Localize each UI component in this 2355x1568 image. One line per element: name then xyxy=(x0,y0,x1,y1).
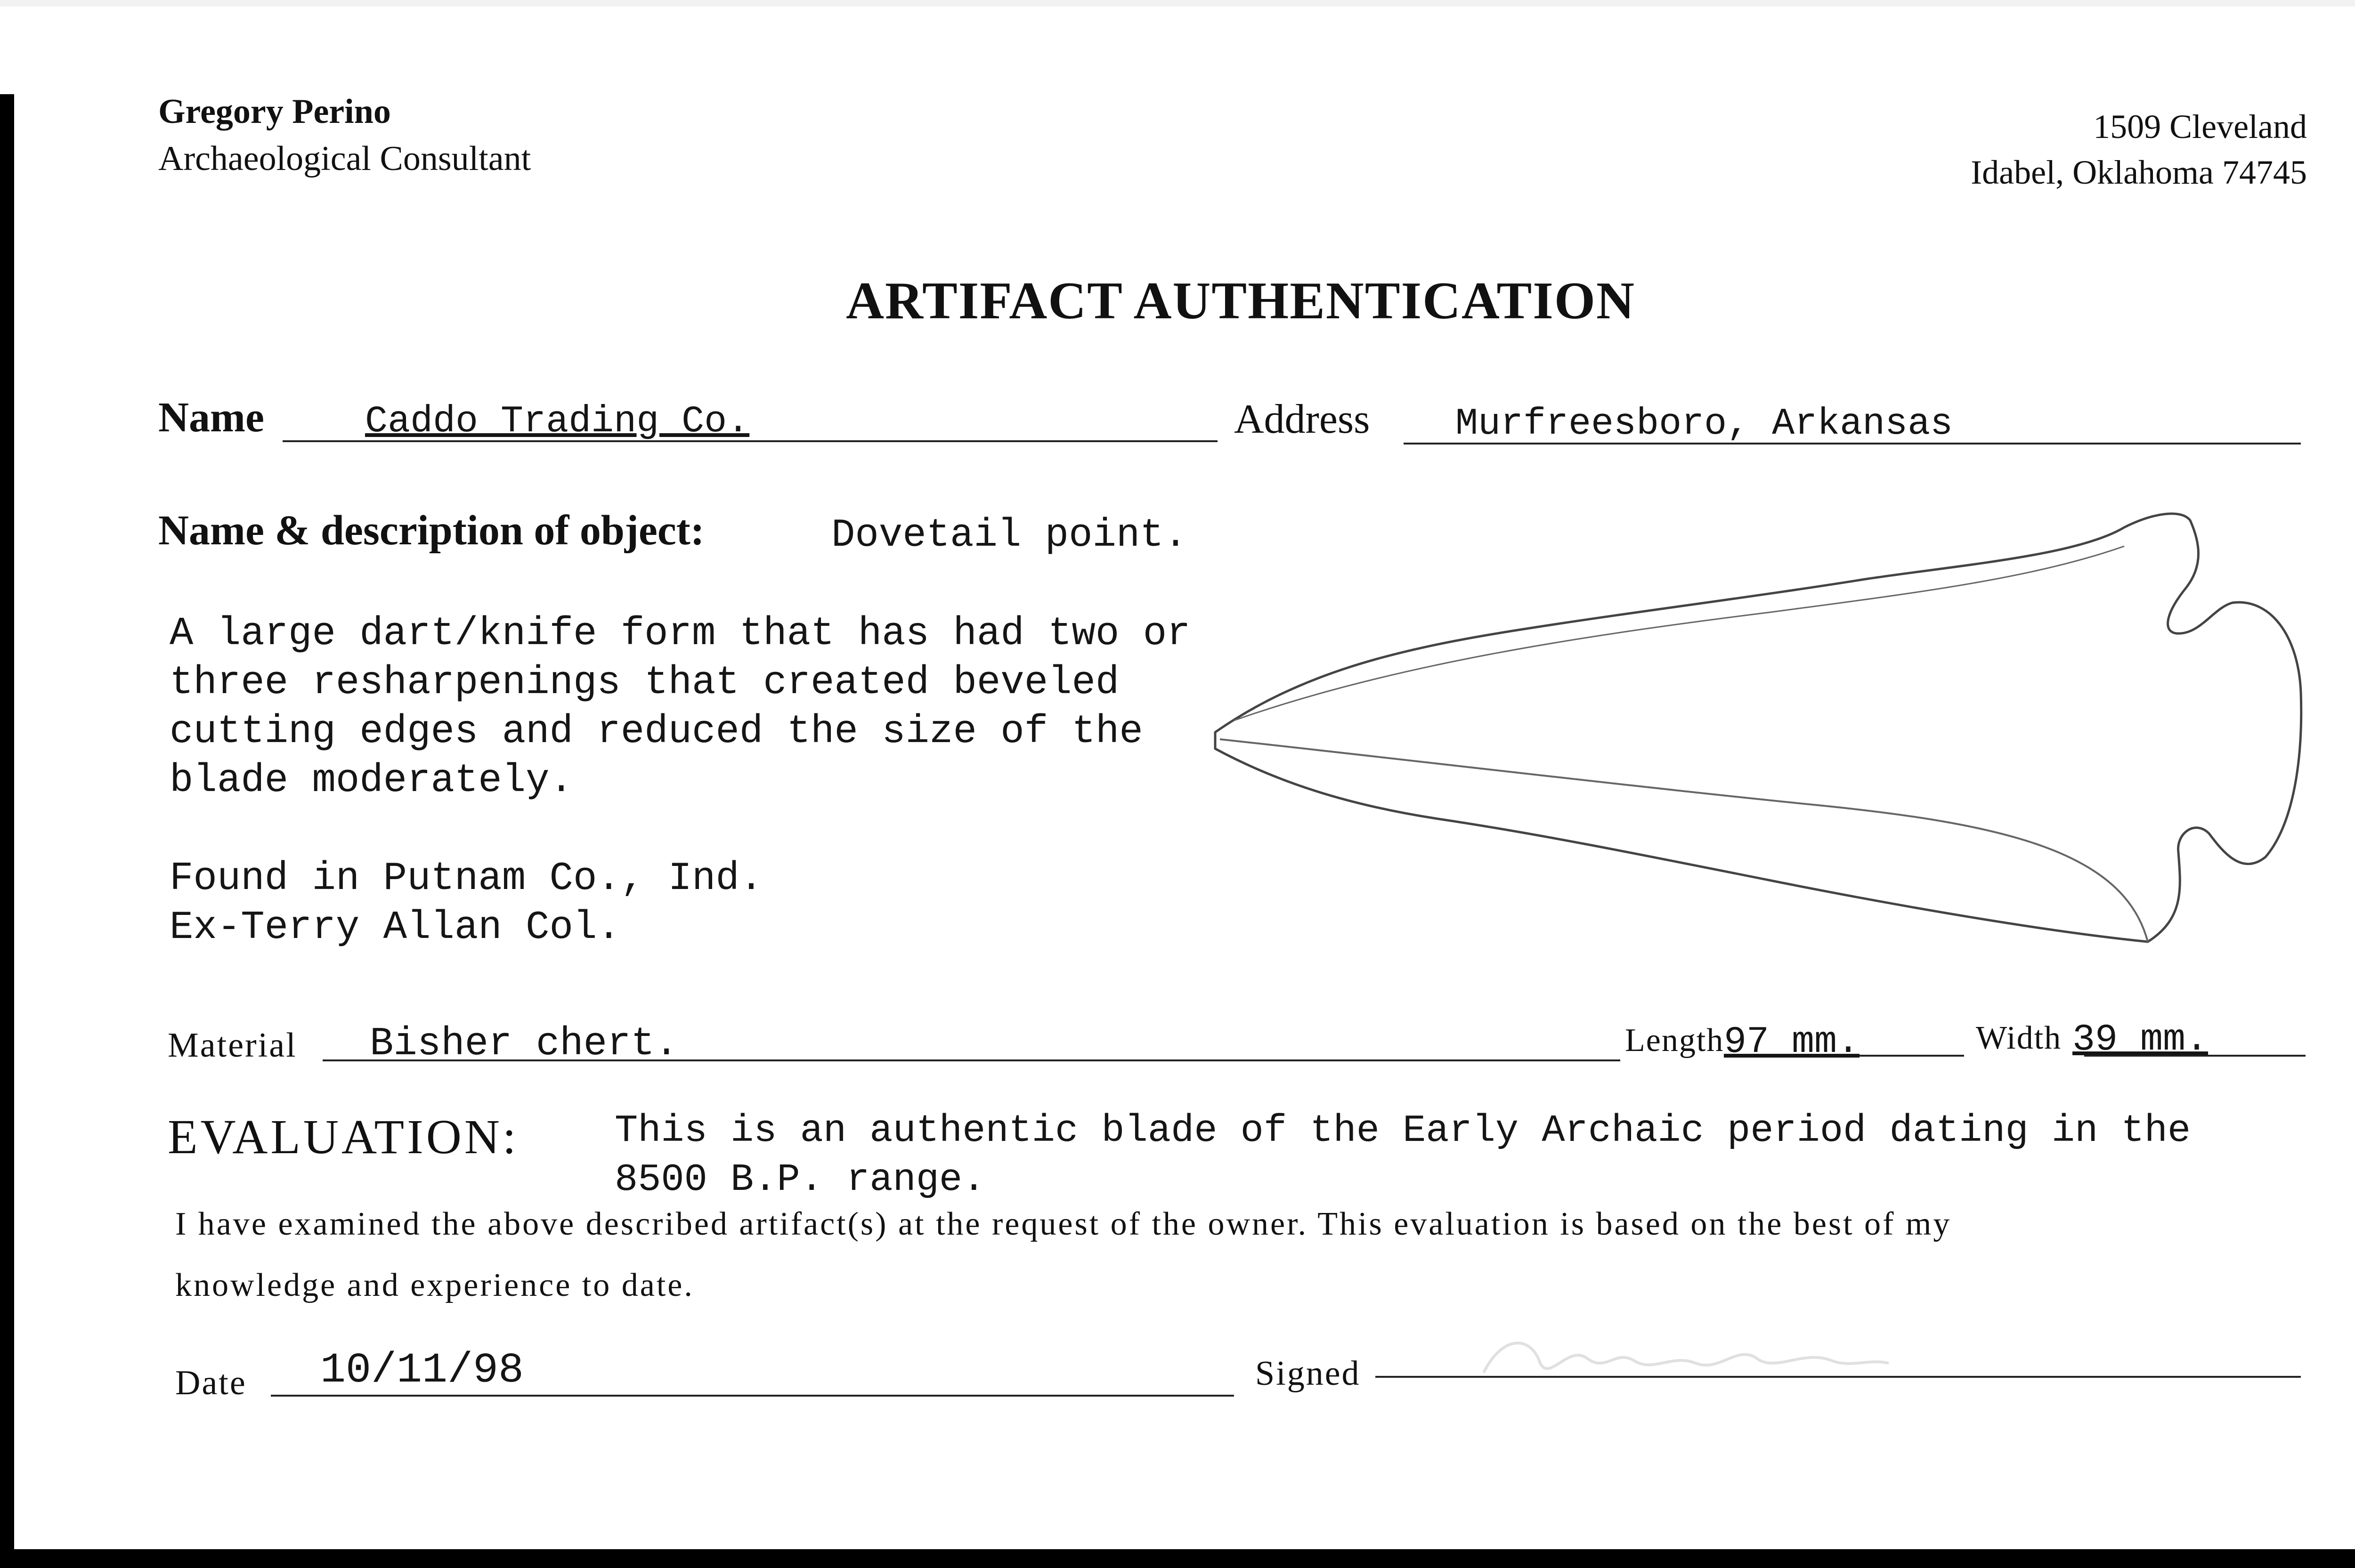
provenance xyxy=(170,855,763,953)
material-value: Bisher chert. xyxy=(370,1022,679,1067)
name-label: Name xyxy=(158,394,264,441)
description-line: A large dart/knife form that has had two or xyxy=(170,612,1191,656)
bottom-scan-border xyxy=(0,1549,2355,1568)
date-underline xyxy=(271,1395,1234,1397)
provenance-line: Ex-Terry Allan Col. xyxy=(170,905,621,950)
description-line: cutting edges and reduced the size of the xyxy=(170,710,1143,754)
point-outline xyxy=(1215,514,2301,942)
material-label: Material xyxy=(168,1026,297,1065)
consultant-name: Gregory Perino xyxy=(158,92,391,131)
address-value: Murfreesboro, Arkansas xyxy=(1455,403,1953,445)
width-value: 39 mm. xyxy=(2072,1018,2209,1061)
length-value: 97 mm. xyxy=(1724,1021,1860,1064)
consultant-title: Archaeological Consultant xyxy=(158,139,531,178)
address-label: Address xyxy=(1234,396,1370,442)
evaluation-line: This is an authentic blade of the Early Archaic period dating in the xyxy=(615,1109,2191,1153)
bevel-line xyxy=(1220,739,2148,942)
description-line: blade moderately. xyxy=(170,759,573,803)
edge-serration xyxy=(1234,546,2124,720)
signed-label: Signed xyxy=(1255,1354,1361,1393)
date-label: Date xyxy=(175,1364,247,1402)
address-line-2: Idabel, Oklahoma 74745 xyxy=(1971,154,2307,191)
object-label: Name & description of object: xyxy=(158,507,705,554)
width-label: Width xyxy=(1976,1020,2062,1056)
provenance-line: Found in Putnam Co., Ind. xyxy=(170,857,763,901)
evaluation-label: EVALUATION: xyxy=(168,1110,519,1164)
faint-signature xyxy=(1474,1316,1898,1391)
statement-line-1: I have examined the above described artifact(s) at the request of the owner. This evaluation is based on the best of my xyxy=(175,1206,1952,1242)
artifact-outline-drawing xyxy=(1206,494,2317,970)
name-value: Caddo Trading Co. xyxy=(365,400,750,443)
evaluation-line: 8500 B.P. range. xyxy=(615,1158,986,1202)
statement-line-2: knowledge and experience to date. xyxy=(175,1267,694,1303)
length-label: Length xyxy=(1625,1022,1724,1059)
document-title: ARTIFACT AUTHENTICATION xyxy=(846,272,1635,330)
address-line-1: 1509 Cleveland xyxy=(2093,108,2307,145)
object-name-value: Dovetail point. xyxy=(831,513,1188,558)
evaluation-text xyxy=(615,1107,2191,1204)
object-description xyxy=(170,610,1191,806)
description-line: three resharpenings that created beveled xyxy=(170,661,1120,705)
date-value: 10/11/98 xyxy=(320,1347,524,1395)
page-top-edge xyxy=(0,0,2355,7)
